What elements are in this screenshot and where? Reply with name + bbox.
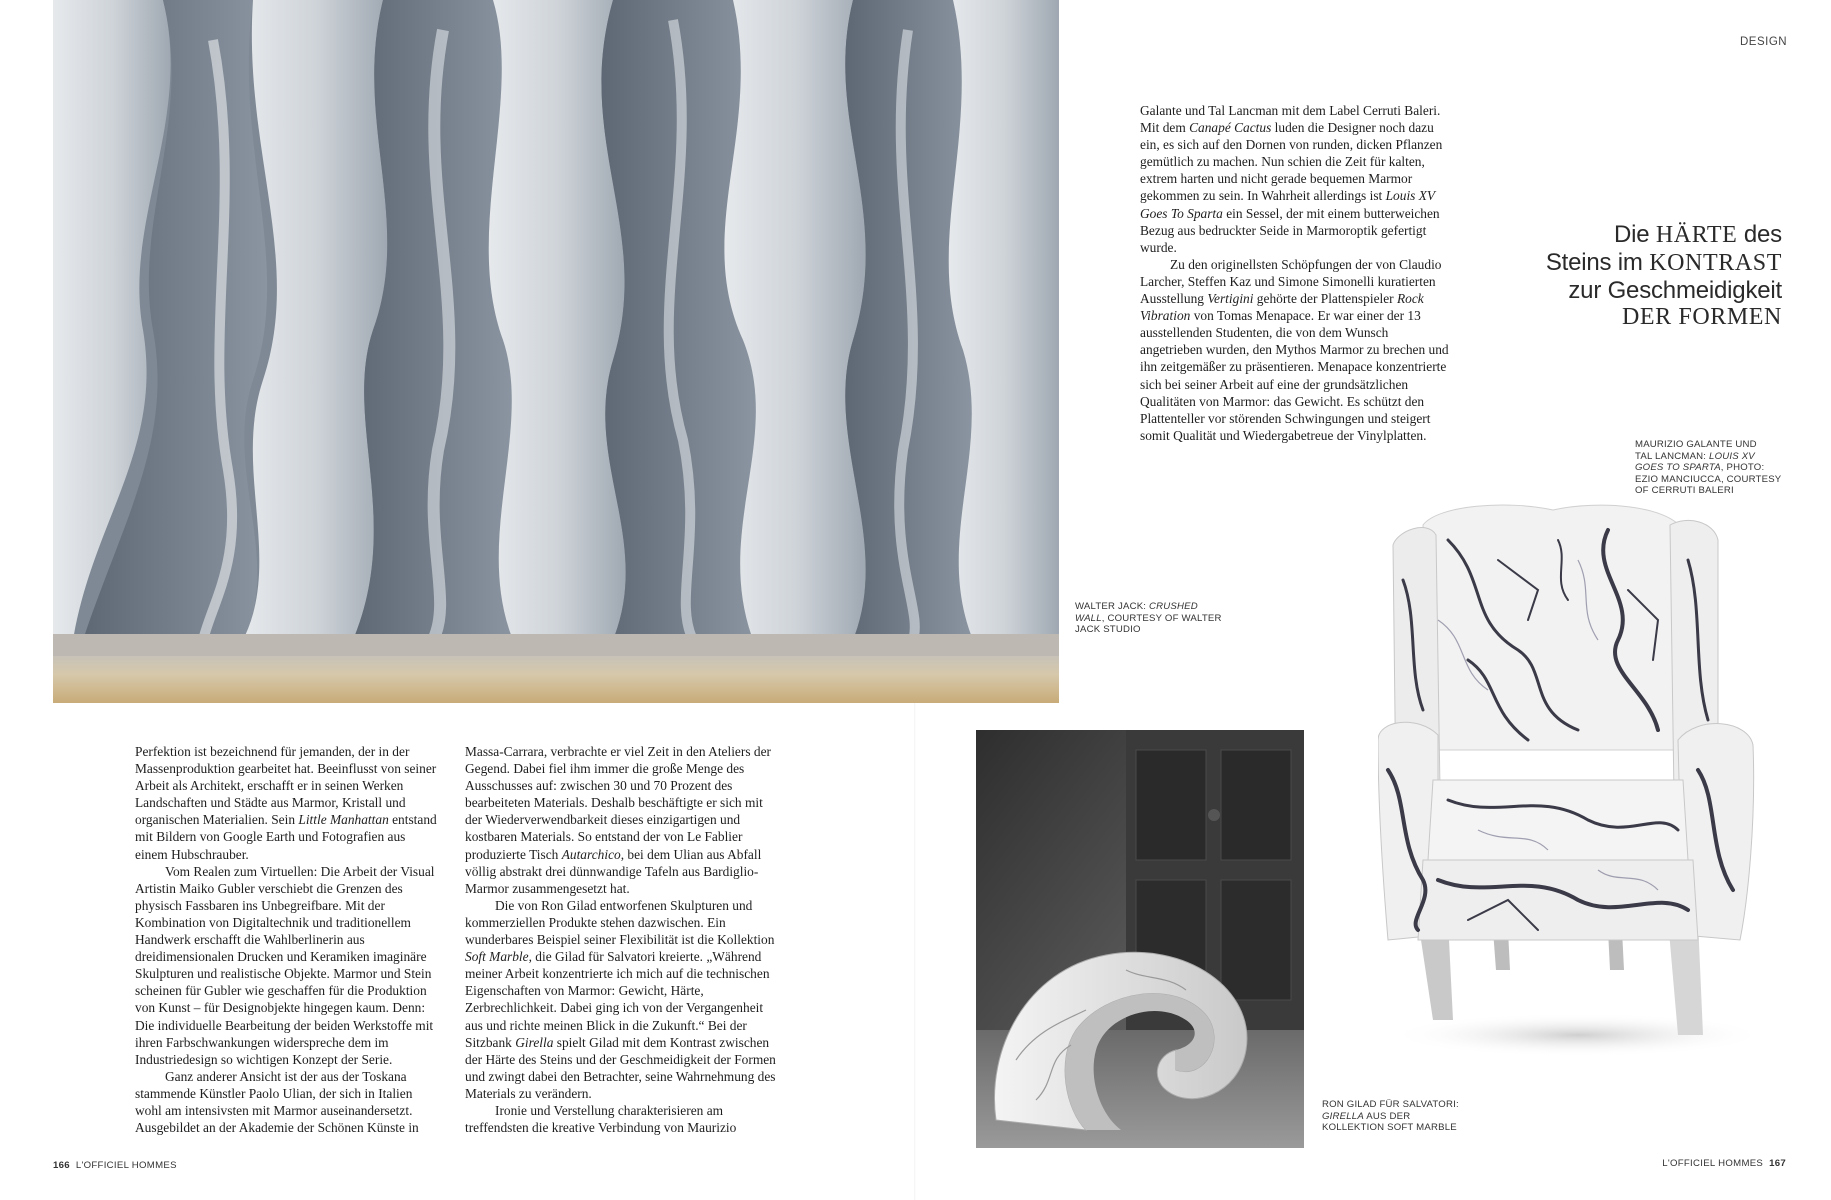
article-column-left-1 xyxy=(135,743,440,1136)
paragraph: Die von Ron Gilad entworfenen Skulpturen und kommerziellen Produkte stehen dazwischen. Ein wunderbares Beispiel seiner Flexibilität ist die Kollektion Soft Marble, die Gilad für Salvatori kreierte. „Während meiner Arbeit konzentrierte ich mich auf die technischen Eigenschaften von Marmor: Gewicht, Härte, Zerbrechlichkeit. Dabei ging ich von der Vergangenheit aus und richte meinen Blick in die Zukunft.“ Bei der Sitzbank Girella spielt Gilad mit dem Kontrast zwischen der Härte des Steins und der Geschmeidigkeit der Formen und zwingt dabei den Betrachter, seine Wahrnehmung des Materials zu verändern. xyxy=(465,897,776,1101)
section-label: DESIGN xyxy=(1740,36,1788,48)
page-number: 166 xyxy=(53,1160,70,1171)
paragraph: Zu den originellsten Schöpfungen der von Claudio Larcher, Steffen Kaz und Simone Simonelli kuratierten Ausstellung Vertigini gehörte der Plattenspieler Rock Vibration von Tomas Menapace. Er war einer der 13 ausstellenden Studenten, die von dem Wunsch angetrieben wurden, den Mythos Marmor zu brechen und ihn zeitgemäßer zu präsentieren. Menapace konzentrierte sich bei seiner Arbeit auf eine der grundsätzlichen Qualitäten von Marmor: das Gewicht. Es schützt den Plattenteller vor störenden Schwingungen und steigert somit Qualität und Wiedergabetreue der Vinylplatten. xyxy=(1140,256,1449,443)
paragraph: Perfektion ist bezeichnend für jemanden, der in der Massenproduktion gearbeitet hat. Beeinflusst von seiner Arbeit als Architekt, erschafft er in seinen Werken Landschaften und Städte aus Marmor, Kristall und organischen Materialien. Sein Little Manhattan entstand mit Bildern von Google Earth und Fotografien aus einem Hubschrauber. xyxy=(135,744,437,862)
paragraph: Ganz anderer Ansicht ist der aus der Toskana stammende Künstler Paolo Ulian, der sich in Italien wohl am intensivsten mit Marmor auseinandersetzt. Ausgebildet an der Akademie der Schönen Künste in xyxy=(135,1068,419,1136)
girella-caption: RON GILAD FÜR SALVATORI: GIRELLA AUS DER KOLLEKTION SOFT MARBLE xyxy=(1322,1099,1459,1134)
article-column-right xyxy=(1140,102,1452,444)
paragraph: Massa-Carrara, verbrachte er viel Zeit in den Ateliers der Gegend. Dabei fiel ihm immer die große Menge des Ausschusses auf: zwischen 30 und 70 Prozent des bearbeiteten Materials. Deshalb beschäftigte er sich mit der Wiederverwendbarkeit dieses einzigartigen und kostbaren Materials. So entstand der von Le Fablier produzierte Tisch Autarchico, bei dem Ulian aus Abfall völlig abstrakt drei dünnwandige Tafeln aus Bardiglio-Marmor zusammengesetzt hat. xyxy=(465,744,771,896)
crushed-wall-photo xyxy=(53,0,1059,703)
folio-left xyxy=(53,1160,177,1171)
folio-right xyxy=(1662,1158,1786,1169)
sculpture-caption: WALTER JACK: CRUSHED WALL, COURTESY OF WALTER JACK STUDIO xyxy=(1075,601,1222,636)
pull-quote: Die HÄRTE des Steins im KONTRAST zur Geschmeidigkeit DER FORMEN xyxy=(1545,221,1782,330)
girella-bench-photo xyxy=(976,730,1304,1148)
magazine-title: L'OFFICIEL HOMMES xyxy=(75,1160,177,1171)
paragraph: Vom Realen zum Virtuellen: Die Arbeit der Visual Artistin Maiko Gubler verschiebt die Grenzen des physisch Fassbaren ins Unbegreifbare. Mit der Kombination von Digitaltechnik und traditionellem Handwerk erschafft die Wahlberlinerin aus dreidimensionalen Drucken und Keramiken imaginäre Skulpturen und realistische Objekte. Marmor und Stein scheinen für Gubler wie geschaffen für die Produktion von Kunst – für Designobjekte hingegen kaum. Denn: Die individuelle Bearbeitung der beiden Werkstoffe mit ihren Farbschwankungen widerspreche dem im Industriedesign so wichtigen Konzept der Serie. xyxy=(135,863,435,1067)
paragraph: Ironie und Verstellung charakterisieren am treffendsten die kreative Verbindung von Maurizio xyxy=(465,1102,737,1136)
article-column-left-2 xyxy=(465,743,777,1136)
page-number: 167 xyxy=(1769,1158,1786,1169)
magazine-title: L'OFFICIEL HOMMES xyxy=(1662,1158,1764,1169)
chair-caption: MAURIZIO GALANTE UND TAL LANCMAN: LOUIS XV GOES TO SPARTA, PHOTO: EZIO MANCIUCCA, COURTESY OF CERRUTI BALERI xyxy=(1635,439,1782,497)
paragraph: Galante und Tal Lancman mit dem Label Cerruti Baleri. Mit dem Canapé Cactus luden die Designer noch dazu ein, es sich auf den Dornen von runden, dicken Pflanzen gemütlich zu machen. Nun schien die Zeit für kalten, extrem harten und nicht gerade bequemen Marmor gekommen zu sein. In Wahrheit allerdings ist Louis XV Goes To Sparta ein Sessel, der mit einem butterweichen Bezug aus bedruckter Seide in Marmoroptik gefertigt wurde. xyxy=(1140,103,1443,255)
louis-xv-chair-photo xyxy=(1378,500,1768,1060)
